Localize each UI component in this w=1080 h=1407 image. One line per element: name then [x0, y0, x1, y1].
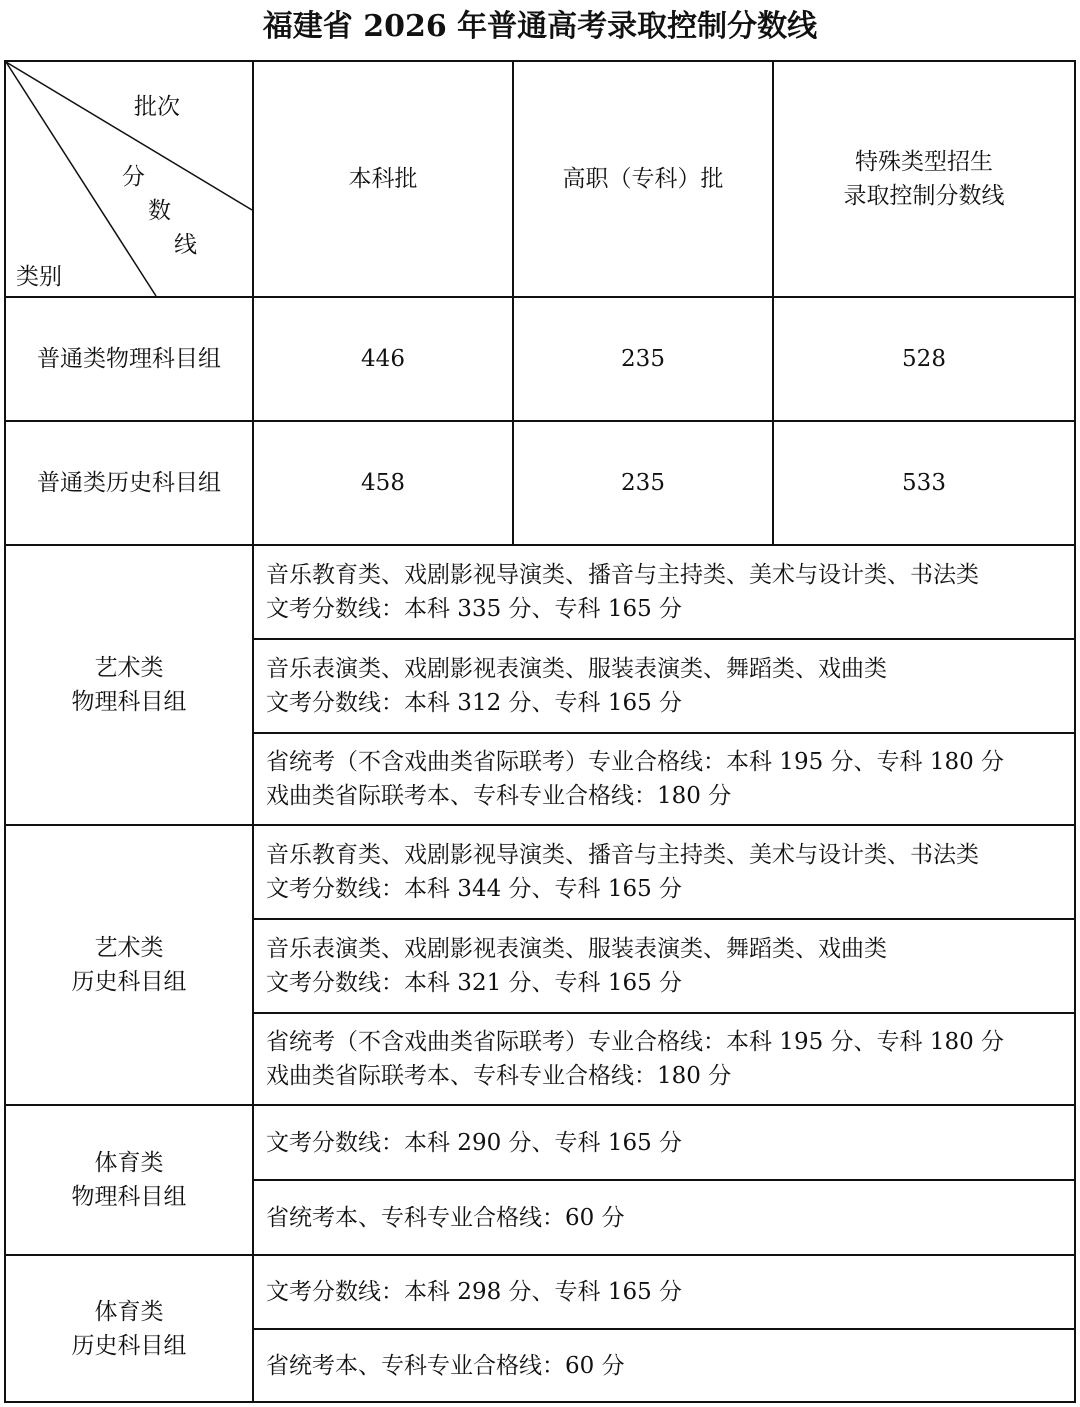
header-special-line-1: 特殊类型招生	[855, 149, 993, 175]
category-line: 体育类	[94, 1298, 164, 1325]
row-general-physics-vocational	[514, 298, 774, 422]
header-score-char-3: 线	[174, 232, 197, 258]
score-value: 533	[902, 470, 946, 496]
header-special	[774, 62, 1076, 298]
header-vocational	[514, 62, 774, 298]
header-bachelor	[254, 62, 514, 298]
art-physics-item-2	[254, 640, 1076, 734]
sport-physics-category	[6, 1106, 254, 1256]
header-score-char-2: 数	[148, 198, 171, 224]
item-line: 文考分数线：本科 312 分、专科 165 分	[266, 690, 683, 716]
sport-history-item-1	[254, 1256, 1076, 1330]
row-general-physics-bachelor	[254, 298, 514, 422]
item-line: 戏曲类省际联考本、专科专业合格线：180 分	[266, 1063, 732, 1089]
art-physics-category	[6, 546, 254, 826]
row-general-history-special	[774, 422, 1076, 546]
art-history-category	[6, 826, 254, 1106]
score-table	[4, 60, 1076, 1403]
score-value: 235	[621, 470, 665, 496]
header-special-line-2: 录取控制分数线	[843, 183, 1005, 209]
row-general-physics-special	[774, 298, 1076, 422]
art-history-item-3	[254, 1014, 1076, 1106]
score-value: 528	[902, 346, 946, 372]
item-line: 文考分数线：本科 321 分、专科 165 分	[266, 970, 683, 996]
art-physics-item-3	[254, 734, 1076, 826]
item-line: 省统考本、专科专业合格线：60 分	[266, 1204, 625, 1231]
item-line: 省统考本、专科专业合格线：60 分	[266, 1352, 625, 1379]
art-history-item-2	[254, 920, 1076, 1014]
row-general-physics-category	[6, 298, 254, 422]
sport-physics-item-2	[254, 1181, 1076, 1256]
score-value: 235	[621, 346, 665, 372]
category-line: 历史科目组	[71, 969, 187, 995]
item-line: 文考分数线：本科 335 分、专科 165 分	[266, 596, 683, 622]
category-line: 艺术类	[94, 935, 164, 961]
item-line: 音乐教育类、戏剧影视导演类、播音与主持类、美术与设计类、书法类	[266, 562, 979, 588]
category-line: 体育类	[94, 1150, 164, 1176]
sport-history-item-2	[254, 1330, 1076, 1403]
header-corner-cell	[6, 62, 254, 298]
category-line: 物理科目组	[71, 1184, 187, 1210]
category-line: 艺术类	[94, 655, 164, 681]
row-general-history-bachelor	[254, 422, 514, 546]
item-line: 音乐表演类、戏剧影视表演类、服装表演类、舞蹈类、戏曲类	[266, 936, 887, 962]
header-vocational-label: 高职（专科）批	[562, 166, 724, 192]
header-category-label: 类别	[16, 264, 62, 290]
item-line: 省统考（不含戏曲类省际联考）专业合格线：本科 195 分、专科 180 分	[266, 749, 1005, 775]
row-general-history-category	[6, 422, 254, 546]
item-line: 文考分数线：本科 290 分、专科 165 分	[266, 1129, 683, 1156]
art-physics-item-1	[254, 546, 1076, 640]
art-history-item-1	[254, 826, 1076, 920]
row-general-history-vocational	[514, 422, 774, 546]
header-score-char-1: 分	[122, 164, 145, 190]
header-batch-label: 批次	[134, 94, 180, 120]
item-line: 省统考（不含戏曲类省际联考）专业合格线：本科 195 分、专科 180 分	[266, 1029, 1005, 1055]
item-line: 戏曲类省际联考本、专科专业合格线：180 分	[266, 783, 732, 809]
item-line: 文考分数线：本科 344 分、专科 165 分	[266, 876, 683, 902]
category-label: 普通类历史科目组	[37, 470, 221, 496]
category-line: 历史科目组	[71, 1332, 187, 1359]
score-value: 458	[361, 470, 405, 496]
item-line: 文考分数线：本科 298 分、专科 165 分	[266, 1279, 683, 1305]
score-value: 446	[361, 346, 405, 372]
item-line: 音乐表演类、戏剧影视表演类、服装表演类、舞蹈类、戏曲类	[266, 656, 887, 682]
sport-history-category	[6, 1256, 254, 1403]
item-line: 音乐教育类、戏剧影视导演类、播音与主持类、美术与设计类、书法类	[266, 842, 979, 868]
sport-physics-item-1	[254, 1106, 1076, 1181]
category-line: 物理科目组	[71, 689, 187, 715]
page-title: 福建省 2026 年普通高考录取控制分数线	[262, 9, 818, 44]
category-label: 普通类物理科目组	[37, 346, 221, 372]
header-bachelor-label: 本科批	[348, 166, 418, 192]
